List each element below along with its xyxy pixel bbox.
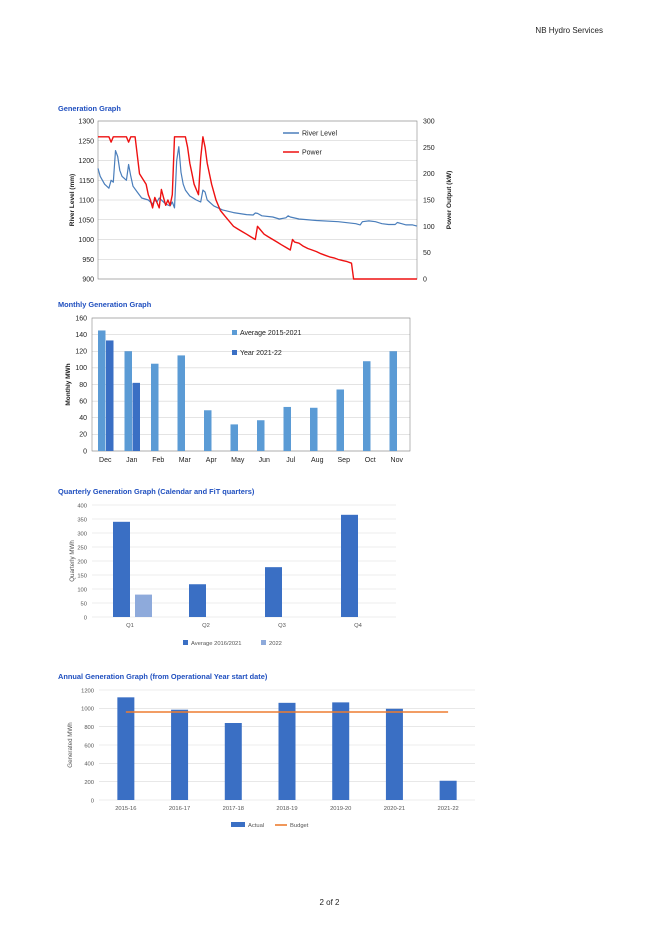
generation-graph: [0, 112, 659, 292]
y-tick-label: 600: [84, 743, 94, 750]
x-tick-label: 2017-18: [222, 806, 244, 812]
bar: [386, 709, 403, 800]
y2-tick-label: 250: [423, 144, 435, 152]
quarterly-generation-graph-title: Quarterly Generation Graph (Calendar and FiT quarters): [58, 487, 255, 496]
legend-swatch: [232, 350, 237, 355]
annual-generation-graph-title: Annual Generation Graph (from Operational Year start date): [58, 672, 268, 681]
bar: [133, 383, 141, 451]
x-tick-label: 2016-17: [168, 806, 191, 812]
generation-graph-title: Generation Graph: [58, 104, 121, 113]
y-axis-label: River Level (mm): [69, 173, 76, 227]
y2-tick-label: 150: [423, 197, 435, 205]
legend-label: Average 2016/2021: [191, 641, 242, 647]
legend-swatch: [261, 640, 266, 645]
y-tick-label: 300: [77, 531, 87, 538]
y-tick-label: 0: [90, 798, 94, 805]
legend-label: Actual: [248, 823, 265, 829]
y-tick-label: 1050: [78, 217, 94, 225]
x-tick-label: May: [231, 457, 245, 464]
y2-axis-label: Power Output (kW): [446, 170, 453, 230]
y-tick-label: 1150: [78, 177, 94, 185]
x-tick-label: Q1: [126, 623, 134, 629]
y-tick-label: 400: [77, 503, 87, 510]
bar: [337, 389, 345, 451]
bar: [279, 703, 296, 800]
y-tick-label: 100: [75, 365, 87, 373]
y-tick-label: 140: [75, 331, 87, 339]
legend-label: Average 2015-2021: [240, 330, 302, 337]
y2-tick-label: 50: [423, 250, 431, 258]
bar: [125, 351, 133, 451]
x-tick-label: Mar: [178, 457, 191, 464]
bar: [98, 330, 106, 451]
y-tick-label: 400: [84, 761, 94, 768]
x-tick-label: Q4: [354, 623, 362, 629]
y-tick-label: 100: [77, 587, 87, 594]
y2-tick-label: 200: [423, 171, 435, 179]
y-tick-label: 1100: [78, 197, 94, 205]
y-axis-label: Generated MWh: [67, 722, 74, 768]
y-tick-label: 1250: [78, 138, 94, 146]
y-tick-label: 120: [75, 348, 87, 356]
y-tick-label: 60: [79, 398, 87, 406]
y-tick-label: 1000: [81, 706, 94, 713]
bar: [113, 522, 130, 617]
y2-tick-label: 0: [423, 276, 427, 284]
y-tick-label: 200: [84, 779, 94, 786]
bar: [363, 361, 371, 451]
x-tick-label: 2020-21: [383, 806, 406, 812]
company-name: NB Hydro Services: [535, 26, 603, 35]
bar: [284, 407, 292, 451]
annual-generation-graph: [0, 682, 659, 832]
y-tick-label: 1000: [78, 237, 94, 244]
bar: [332, 702, 349, 800]
x-tick-label: Aug: [311, 457, 324, 464]
x-tick-label: Apr: [205, 457, 217, 464]
y-tick-label: 20: [79, 431, 87, 439]
legend-swatch: [183, 640, 188, 645]
y-tick-label: 950: [82, 256, 94, 264]
legend-label: 2022: [269, 641, 282, 647]
y-tick-label: 250: [77, 545, 87, 552]
y-tick-label: 350: [77, 517, 87, 524]
y-tick-label: 800: [84, 724, 94, 731]
x-tick-label: Q2: [202, 623, 210, 629]
y-tick-label: 80: [79, 381, 87, 389]
legend-label: Budget: [290, 823, 309, 829]
x-tick-label: Feb: [152, 457, 165, 464]
bar: [265, 567, 282, 617]
bar: [310, 408, 318, 451]
bar: [440, 781, 457, 800]
x-tick-label: 2021-22: [437, 806, 459, 812]
legend-label: River Level: [302, 130, 338, 138]
y-axis-label: Quarterly MWh: [69, 540, 76, 582]
bar: [178, 355, 186, 451]
legend-label: Year 2021-22: [240, 350, 282, 357]
quarterly-generation-graph: [0, 496, 659, 656]
page-number: 2 of 2: [319, 898, 340, 907]
bar: [225, 723, 242, 800]
y-tick-label: 1200: [81, 688, 94, 695]
legend-swatch: [232, 330, 237, 335]
y2-tick-label: 100: [423, 223, 435, 231]
x-tick-label: Dec: [99, 457, 112, 464]
y-tick-label: 50: [80, 601, 87, 608]
x-tick-label: Q3: [278, 623, 286, 629]
bar: [151, 364, 159, 451]
y-tick-label: 1200: [78, 158, 94, 165]
y-tick-label: 160: [75, 315, 87, 323]
y-tick-label: 150: [77, 573, 87, 580]
power-line: [98, 137, 417, 279]
bar: [257, 420, 265, 451]
bar: [106, 340, 114, 451]
bar: [189, 584, 206, 617]
x-tick-label: Sep: [337, 457, 350, 464]
x-tick-label: 2018-19: [276, 806, 298, 812]
x-tick-label: Nov: [390, 457, 403, 464]
x-tick-label: Jun: [258, 457, 270, 464]
y-tick-label: 40: [79, 415, 87, 423]
legend-label: Power: [302, 149, 322, 157]
y-axis-label: Monthly MWh: [65, 363, 72, 406]
x-tick-label: Jul: [286, 457, 296, 464]
y-tick-label: 0: [83, 615, 87, 622]
bar: [390, 351, 398, 451]
y-tick-label: 200: [77, 559, 87, 566]
bar: [231, 424, 239, 451]
monthly-generation-graph: [0, 308, 659, 473]
monthly-generation-graph-title: Monthly Generation Graph: [58, 300, 152, 309]
y-tick-label: 0: [83, 448, 87, 456]
bar: [171, 710, 188, 800]
bar: [341, 515, 358, 617]
bar: [204, 410, 212, 451]
y-tick-label: 1300: [78, 118, 94, 126]
bar: [135, 595, 152, 617]
x-tick-label: 2015-16: [115, 806, 137, 812]
x-tick-label: Jan: [126, 457, 138, 464]
x-tick-label: Oct: [364, 457, 376, 464]
legend-swatch: [231, 822, 245, 827]
y-tick-label: 900: [82, 276, 94, 284]
x-tick-label: 2019-20: [330, 806, 352, 812]
y2-tick-label: 300: [423, 118, 435, 126]
